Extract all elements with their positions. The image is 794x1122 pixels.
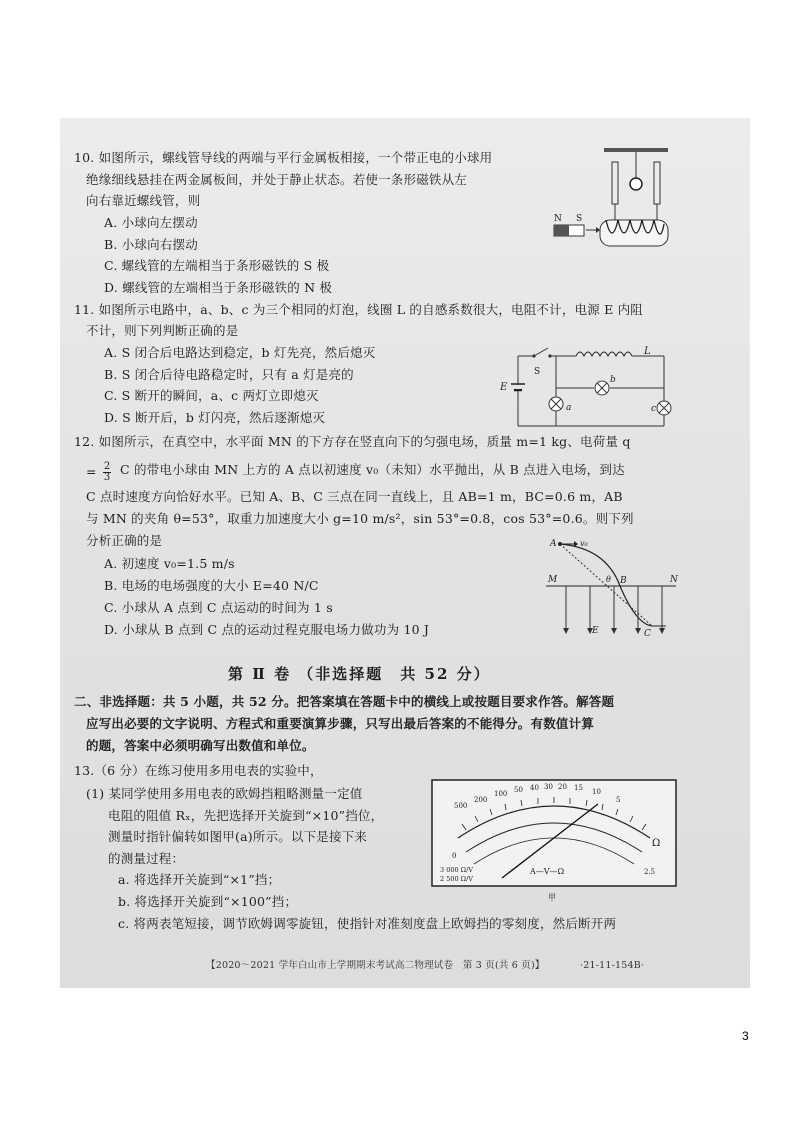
svg-text:10: 10 — [592, 788, 601, 796]
page-number: 3 — [742, 1029, 749, 1043]
q10-option-b: B. 小球向右摆动 — [104, 237, 198, 252]
charged-ball — [630, 178, 642, 190]
svg-text:c: c — [651, 404, 657, 414]
q11-option-c: C. S 断开的瞬间，a、c 两灯立即熄灭 — [104, 388, 319, 403]
svg-text:Ω: Ω — [652, 838, 661, 849]
q12-stem-line-3: C 点时速度方向恰好水平。已知 A、B、C 三点在同一直线上，且 AB=1 m，BC=0.6 m，AB — [86, 489, 623, 504]
svg-text:L: L — [644, 346, 651, 357]
section-2-title: 第 Ⅱ 卷 （非选择题 共 52 分） — [228, 665, 491, 683]
q13-step-b: b. 将选择开关旋到“×100”挡； — [118, 894, 298, 909]
svg-text:20: 20 — [558, 783, 567, 791]
q10-option-a: A. 小球向左摆动 — [104, 215, 198, 230]
section-2-instruction-1: 二、非选择题：共 5 小题，共 52 分。把答案填在答题卡中的横线上或按题目要求作答。解答题 — [74, 694, 615, 709]
q10-option-c: C. 螺线管的左端相当于条形磁铁的 S 极 — [104, 258, 330, 273]
svg-text:θ: θ — [606, 575, 611, 584]
fraction-numerator: 2 — [103, 461, 111, 472]
q13-multimeter-figure — [430, 778, 678, 904]
magnet-n-label: N — [554, 214, 562, 224]
svg-text:2.5: 2.5 — [644, 868, 656, 876]
q13-part1-line-1: (1) 某同学使用多用电表的欧姆挡粗略测量一定值 — [86, 786, 363, 801]
svg-text:v₀: v₀ — [580, 539, 588, 548]
svg-text:B: B — [620, 576, 627, 586]
q11-option-a: A. S 闭合后电路达到稳定，b 灯先亮，然后熄灭 — [104, 345, 376, 360]
q13-step-c: c. 将两表笔短接，调节欧姆调零旋钮，使指针对准刻度盘上欧姆挡的零刻度，然后断开两 — [118, 916, 617, 931]
q12-stem-line-1: 12. 如图所示，在真空中，水平面 MN 的下方存在竖直向下的匀强电场，质量 m=1 kg、电荷量 q — [74, 434, 631, 449]
q12-stem-line-2: C 的带电小球由 MN 上方的 A 点以初速度 v₀（未知）水平抛出，从 B 点进入电场，到达 — [120, 462, 625, 477]
magnet-s-label: S — [576, 214, 583, 224]
svg-text:M: M — [548, 575, 558, 585]
q10-option-d: D. 螺线管的左端相当于条形磁铁的 N 极 — [104, 280, 333, 295]
q12-stem-line-5: 分析正确的是 — [86, 533, 163, 548]
svg-text:50: 50 — [514, 786, 523, 794]
svg-text:30: 30 — [544, 783, 553, 791]
svg-text:100: 100 — [494, 790, 508, 798]
q10-stem-line-1: 10. 如图所示，螺线管导线的两端与平行金属板相接，一个带正电的小球用 — [74, 150, 493, 165]
q12-option-b: B. 电场的电场强度的大小 E=40 N/C — [104, 578, 319, 593]
svg-text:0: 0 — [452, 852, 457, 860]
svg-text:200: 200 — [474, 796, 488, 804]
q11-stem-line-2: 不计，则下列判断正确的是 — [86, 323, 239, 338]
svg-text:40: 40 — [530, 784, 539, 792]
q11-circuit-figure — [494, 344, 680, 432]
plate-wires — [615, 204, 657, 220]
svg-text:E: E — [500, 382, 508, 393]
svg-text:N: N — [670, 575, 678, 585]
q12-field-figure — [540, 534, 682, 640]
svg-text:S: S — [534, 367, 541, 377]
q11-option-b: B. S 闭合后待电路稳定时，只有 a 灯是亮的 — [104, 367, 354, 382]
q13-part1-line-3: 测量时指针偏转如图甲(a)所示。以下是接下来 — [108, 829, 368, 844]
svg-text:E: E — [592, 626, 599, 636]
footer-left: 【2020～2021 学年白山市上学期期末考试高二物理试卷 第 3 页(共 6 页)】 — [206, 960, 545, 971]
svg-text:5: 5 — [616, 796, 621, 804]
q13-part1-line-2: 电阻的阻值 Rₓ，先把选择开关旋到“×10”挡位， — [108, 808, 384, 823]
svg-text:A: A — [550, 539, 557, 549]
ceiling-bar — [604, 148, 668, 152]
svg-text:a: a — [566, 403, 572, 413]
left-plate — [612, 162, 618, 204]
q10-stem-line-3: 向右靠近螺线管，则 — [86, 193, 201, 208]
switch-s — [534, 348, 548, 356]
q11-option-d: D. S 断开后，b 灯闪亮，然后逐渐熄灭 — [104, 410, 326, 425]
q13-stem: 13.（6 分）在练习使用多用电表的实验中， — [74, 763, 323, 778]
fraction-denominator: 3 — [103, 472, 111, 483]
right-plate — [654, 162, 660, 204]
svg-text:b: b — [610, 375, 616, 385]
section-2-instruction-3: 的题，答案中必须明确写出数值和单位。 — [86, 738, 315, 753]
svg-text:A—V—Ω: A—V—Ω — [530, 867, 565, 876]
svg-text:2 500 Ω/V: 2 500 Ω/V — [440, 875, 473, 883]
q11-stem-line-1: 11. 如图所示电路中，a、b、c 为三个相同的灯泡，线圈 L 的自感系数很大，电阻不计，电源 E 内阻 — [74, 302, 644, 317]
magnet-n-half — [554, 225, 569, 236]
q13-part1-line-4: 的测量过程： — [108, 851, 185, 866]
q12-fraction: = $\frac{2}{3}$ — [86, 461, 111, 483]
inductor-L — [576, 352, 632, 356]
svg-text:15: 15 — [574, 784, 583, 792]
q12-option-d: D. 小球从 B 点到 C 点的运动过程克服电场力做功为 10 J — [104, 622, 430, 637]
q13-step-a: a. 将选择开关旋到“×1”挡； — [118, 872, 281, 887]
q12-stem-line-4: 与 MN 的夹角 θ=53°，取重力加速度大小 g=10 m/s²，sin 53°=0.8，cos 53°=0.6。则下列 — [86, 511, 634, 526]
svg-text:甲: 甲 — [548, 893, 556, 902]
svg-text:500: 500 — [454, 802, 468, 810]
q12-option-c: C. 小球从 A 点到 C 点运动的时间为 1 s — [104, 600, 333, 615]
svg-text:3 000 Ω/V: 3 000 Ω/V — [440, 866, 473, 874]
section-2-instruction-2: 应写出必要的文字说明、方程式和重要演算步骤，只写出最后答案的不能得分。有数值计算 — [86, 716, 595, 731]
q10-stem-line-2: 绝缘细线悬挂在两金属板间，并处于静止状态。若使一条形磁铁从左 — [86, 172, 468, 187]
q10-solenoid-figure — [548, 144, 674, 272]
svg-text:C: C — [644, 629, 651, 639]
q12-option-a: A. 初速度 v₀=1.5 m/s — [104, 556, 235, 571]
footer-right: ·21-11-154B· — [580, 960, 645, 971]
